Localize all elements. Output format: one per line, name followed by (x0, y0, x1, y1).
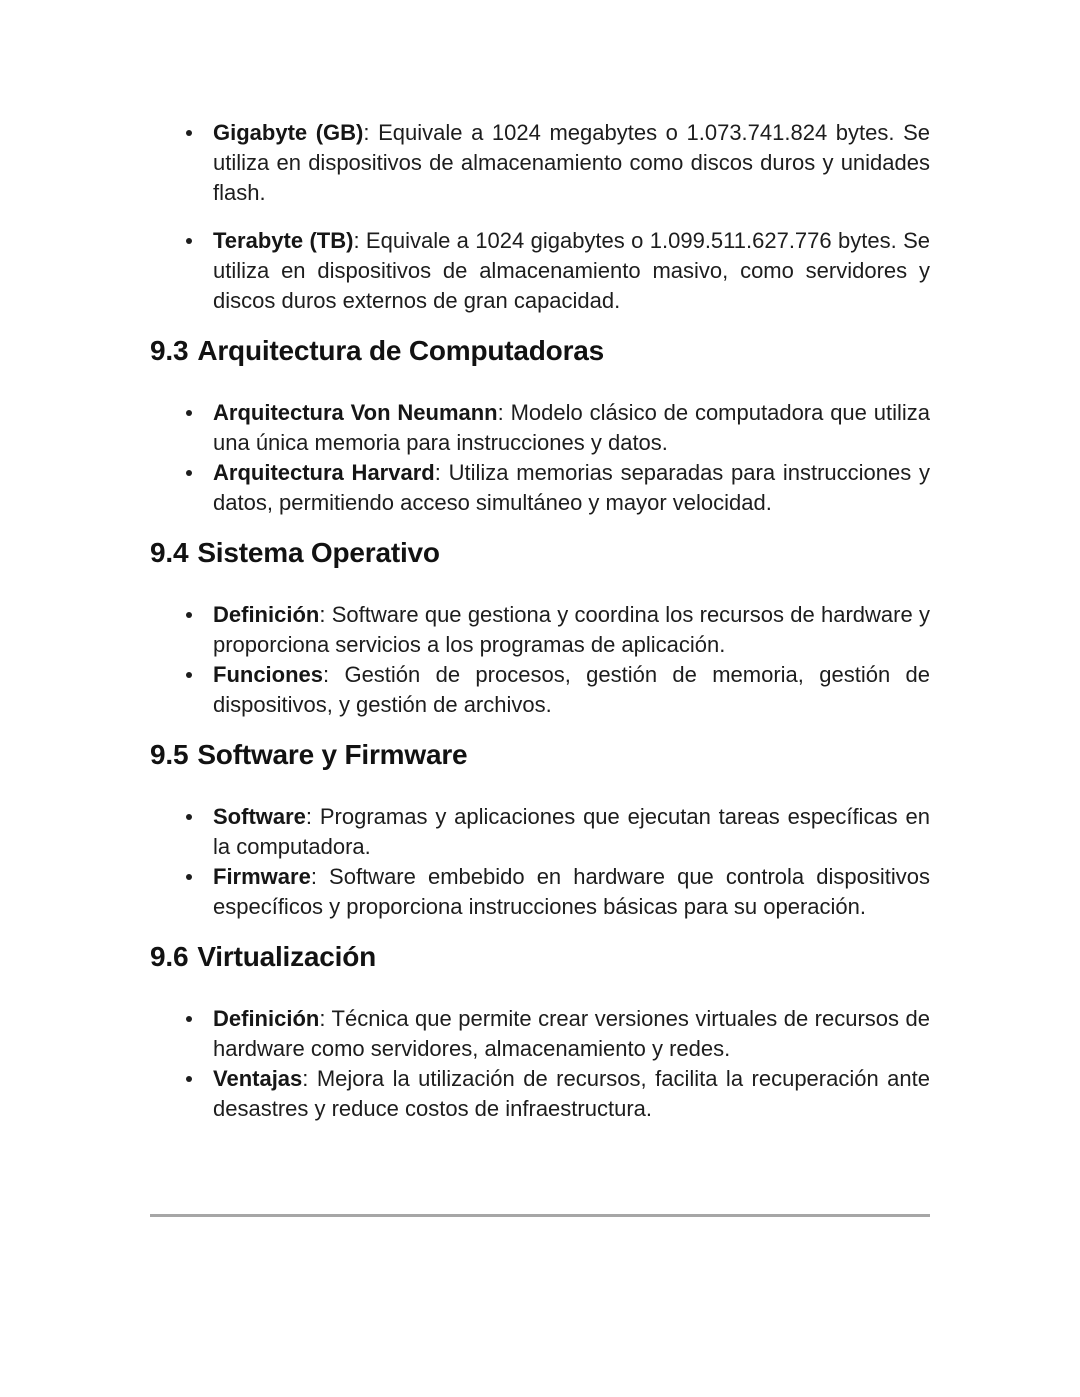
section-number: 9.6 (150, 941, 189, 972)
section-heading-9-4 (150, 536, 930, 570)
term-label: Arquitectura Harvard (213, 460, 435, 485)
term-description: : Utiliza memorias separadas para instrucciones y datos, permitiendo acceso simultáneo y mayor velocidad. (213, 460, 930, 515)
section-heading-9-6 (150, 940, 930, 974)
section-bullet-list (150, 1004, 930, 1124)
list-item (213, 862, 930, 922)
intro-bullet-list (150, 118, 930, 316)
term-description: : Software que gestiona y coordina los recursos de hardware y proporciona servicios a los programas de aplicación. (213, 602, 930, 657)
term-label: Gigabyte (GB) (213, 120, 364, 145)
list-item (213, 226, 930, 316)
term-description: : Modelo clásico de computadora que utiliza una única memoria para instrucciones y datos. (213, 400, 930, 455)
term-label: Arquitectura Von Neumann (213, 400, 498, 425)
list-item (213, 398, 930, 458)
term-label: Definición (213, 602, 320, 627)
section-title: Arquitectura de Computadoras (197, 335, 605, 366)
term-description: : Programas y aplicaciones que ejecutan tareas específicas en la computadora. (213, 804, 930, 859)
section-title: Sistema Operativo (197, 537, 440, 568)
term-label: Software (213, 804, 306, 829)
section-number: 9.5 (150, 739, 189, 770)
list-item (213, 118, 930, 208)
section-bullet-list (150, 600, 930, 720)
section-number: 9.3 (150, 335, 189, 366)
term-label: Definición (213, 1006, 320, 1031)
term-description: : Equivale a 1024 gigabytes o 1.099.511.627.776 bytes. Se utiliza en dispositivos de almacenamiento masivo, como servidores y discos duros externos de gran capacidad. (213, 228, 930, 313)
list-item (213, 458, 930, 518)
section-bullet-list (150, 398, 930, 518)
list-item (213, 1064, 930, 1124)
footer-divider (150, 1214, 930, 1217)
term-description: : Mejora la utilización de recursos, facilita la recuperación ante desastres y reduce costos de infraestructura. (213, 1066, 930, 1121)
section-heading-9-3 (150, 334, 930, 368)
term-label: Ventajas (213, 1066, 303, 1091)
list-item (213, 660, 930, 720)
term-description: : Gestión de procesos, gestión de memoria, gestión de dispositivos, y gestión de archivos. (213, 662, 930, 717)
list-item (213, 802, 930, 862)
list-item (213, 1004, 930, 1064)
list-item (213, 600, 930, 660)
section-heading-9-5 (150, 738, 930, 772)
term-description: : Equivale a 1024 megabytes o 1.073.741.824 bytes. Se utiliza en dispositivos de almacenamiento como discos duros y unidades flash. (213, 120, 930, 205)
section-title: Software y Firmware (197, 739, 468, 770)
term-label: Firmware (213, 864, 311, 889)
section-bullet-list (150, 802, 930, 922)
term-description: : Software embebido en hardware que controla dispositivos específicos y proporciona instrucciones básicas para su operación. (213, 864, 930, 919)
term-label: Funciones (213, 662, 324, 687)
term-label: Terabyte (TB) (213, 228, 354, 253)
section-number: 9.4 (150, 537, 189, 568)
section-title: Virtualización (197, 941, 377, 972)
term-description: : Técnica que permite crear versiones virtuales de recursos de hardware como servidores, almacenamiento y redes. (213, 1006, 930, 1061)
